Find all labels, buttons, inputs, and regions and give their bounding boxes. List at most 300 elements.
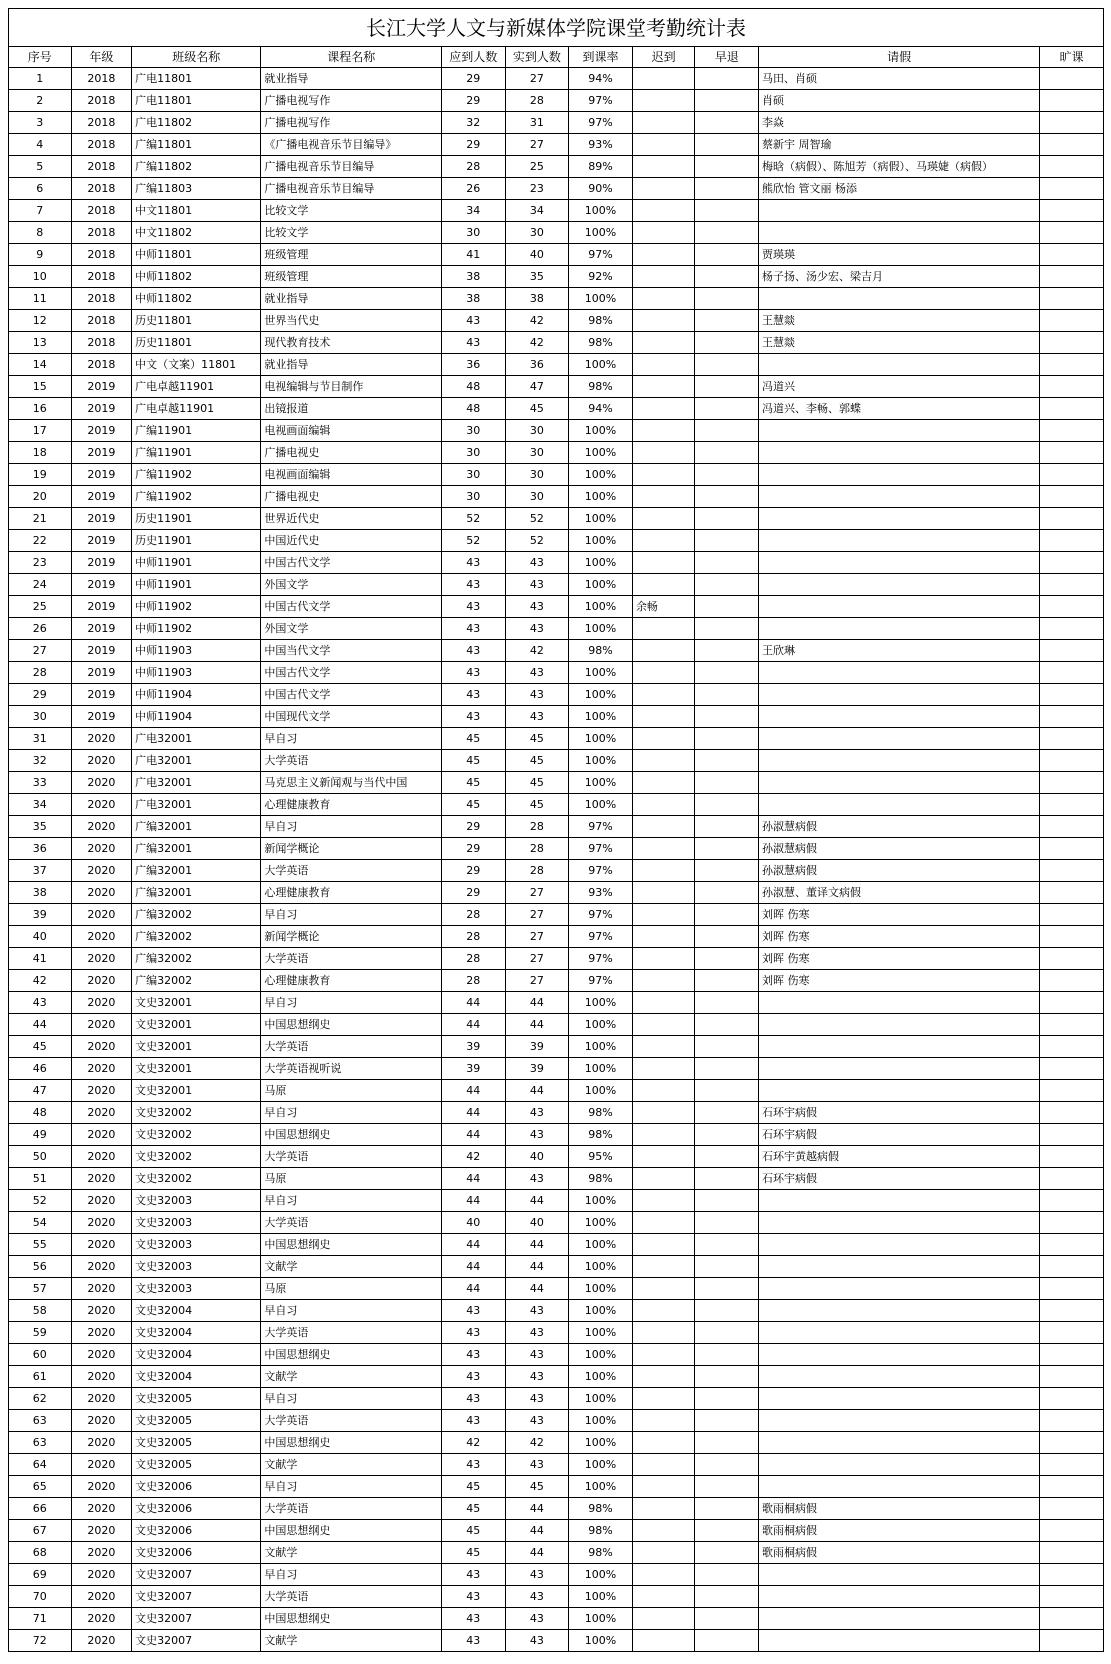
table-row [9, 1520, 1104, 1542]
cell-actual-count: 27 [505, 904, 569, 926]
cell-grade: 2020 [71, 926, 132, 948]
cell-expected-count: 43 [442, 596, 506, 618]
cell-grade: 2020 [71, 1168, 132, 1190]
cell-early-leave [695, 640, 759, 662]
cell-expected-count: 29 [442, 816, 506, 838]
cell-course-name: 心理健康教育 [261, 882, 442, 904]
cell-absent [1040, 1608, 1104, 1630]
cell-grade: 2020 [71, 1542, 132, 1564]
table-row [9, 1146, 1104, 1168]
cell-index: 61 [9, 1366, 72, 1388]
cell-leave [759, 1366, 1040, 1388]
cell-actual-count: 44 [505, 1080, 569, 1102]
header-grade: 年级 [71, 47, 132, 68]
cell-leave [759, 706, 1040, 728]
cell-absent [1040, 860, 1104, 882]
cell-late [632, 838, 695, 860]
cell-actual-count: 43 [505, 574, 569, 596]
cell-index: 22 [9, 530, 72, 552]
cell-expected-count: 45 [442, 728, 506, 750]
cell-course-name: 中国思想纲史 [261, 1432, 442, 1454]
cell-late [632, 222, 695, 244]
cell-absent [1040, 1366, 1104, 1388]
cell-leave [759, 662, 1040, 684]
cell-early-leave [695, 816, 759, 838]
table-row [9, 464, 1104, 486]
cell-actual-count: 42 [505, 332, 569, 354]
table-row [9, 68, 1104, 90]
cell-absent [1040, 376, 1104, 398]
cell-class-name: 中师11902 [132, 596, 261, 618]
table-row [9, 1080, 1104, 1102]
cell-index: 19 [9, 464, 72, 486]
cell-index: 63 [9, 1410, 72, 1432]
cell-class-name: 广电卓越11901 [132, 376, 261, 398]
cell-class-name: 广编32002 [132, 926, 261, 948]
cell-expected-count: 30 [442, 420, 506, 442]
cell-class-name: 广编32001 [132, 860, 261, 882]
cell-late [632, 1256, 695, 1278]
cell-course-name: 大学英语 [261, 1036, 442, 1058]
cell-early-leave [695, 1168, 759, 1190]
cell-late [632, 112, 695, 134]
cell-grade: 2018 [71, 310, 132, 332]
cell-grade: 2020 [71, 948, 132, 970]
cell-course-name: 中国古代文学 [261, 596, 442, 618]
cell-class-name: 广编32002 [132, 948, 261, 970]
cell-actual-count: 43 [505, 618, 569, 640]
cell-attendance-rate: 100% [569, 1322, 633, 1344]
cell-actual-count: 42 [505, 310, 569, 332]
cell-leave: 刘晖 伤寒 [759, 904, 1040, 926]
cell-leave: 石环宇病假 [759, 1124, 1040, 1146]
cell-absent [1040, 244, 1104, 266]
cell-actual-count: 23 [505, 178, 569, 200]
cell-course-name: 就业指导 [261, 354, 442, 376]
cell-class-name: 文史32003 [132, 1190, 261, 1212]
cell-absent [1040, 1102, 1104, 1124]
cell-course-name: 大学英语 [261, 948, 442, 970]
cell-actual-count: 43 [505, 1322, 569, 1344]
cell-early-leave [695, 970, 759, 992]
cell-attendance-rate: 100% [569, 1080, 633, 1102]
cell-actual-count: 44 [505, 1278, 569, 1300]
table-row [9, 1388, 1104, 1410]
cell-index: 12 [9, 310, 72, 332]
table-row [9, 684, 1104, 706]
cell-expected-count: 28 [442, 156, 506, 178]
cell-attendance-rate: 100% [569, 354, 633, 376]
cell-course-name: 中国思想纲史 [261, 1520, 442, 1542]
cell-class-name: 文史32001 [132, 992, 261, 1014]
cell-attendance-rate: 100% [569, 684, 633, 706]
table-row [9, 926, 1104, 948]
table-row [9, 1432, 1104, 1454]
table-row [9, 860, 1104, 882]
cell-grade: 2020 [71, 816, 132, 838]
cell-attendance-rate: 97% [569, 904, 633, 926]
cell-early-leave [695, 860, 759, 882]
cell-early-leave [695, 1630, 759, 1652]
cell-expected-count: 28 [442, 926, 506, 948]
cell-actual-count: 35 [505, 266, 569, 288]
cell-actual-count: 43 [505, 1102, 569, 1124]
cell-absent [1040, 552, 1104, 574]
cell-absent [1040, 222, 1104, 244]
cell-early-leave [695, 882, 759, 904]
cell-grade: 2019 [71, 706, 132, 728]
cell-absent [1040, 948, 1104, 970]
cell-course-name: 世界当代史 [261, 310, 442, 332]
cell-actual-count: 43 [505, 1410, 569, 1432]
cell-course-name: 广播电视史 [261, 486, 442, 508]
cell-grade: 2019 [71, 442, 132, 464]
cell-actual-count: 45 [505, 794, 569, 816]
cell-grade: 2018 [71, 68, 132, 90]
cell-absent [1040, 112, 1104, 134]
cell-expected-count: 43 [442, 310, 506, 332]
cell-absent [1040, 134, 1104, 156]
cell-actual-count: 40 [505, 1212, 569, 1234]
cell-actual-count: 52 [505, 508, 569, 530]
cell-course-name: 早自习 [261, 992, 442, 1014]
table-row [9, 948, 1104, 970]
cell-expected-count: 41 [442, 244, 506, 266]
cell-class-name: 历史11901 [132, 508, 261, 530]
cell-expected-count: 45 [442, 1542, 506, 1564]
cell-expected-count: 48 [442, 376, 506, 398]
cell-index: 36 [9, 838, 72, 860]
cell-late [632, 1036, 695, 1058]
cell-grade: 2019 [71, 552, 132, 574]
cell-leave [759, 486, 1040, 508]
cell-attendance-rate: 100% [569, 1190, 633, 1212]
cell-expected-count: 28 [442, 948, 506, 970]
cell-early-leave [695, 1608, 759, 1630]
table-row [9, 882, 1104, 904]
table-row [9, 596, 1104, 618]
cell-actual-count: 43 [505, 596, 569, 618]
cell-leave [759, 1300, 1040, 1322]
cell-actual-count: 44 [505, 1256, 569, 1278]
cell-course-name: 中国思想纲史 [261, 1344, 442, 1366]
cell-late [632, 948, 695, 970]
cell-early-leave [695, 1366, 759, 1388]
cell-leave [759, 794, 1040, 816]
cell-course-name: 大学英语 [261, 1212, 442, 1234]
cell-actual-count: 43 [505, 1124, 569, 1146]
cell-expected-count: 45 [442, 794, 506, 816]
cell-leave [759, 1322, 1040, 1344]
cell-late [632, 1344, 695, 1366]
cell-grade: 2020 [71, 1366, 132, 1388]
cell-late [632, 398, 695, 420]
cell-grade: 2019 [71, 486, 132, 508]
cell-actual-count: 42 [505, 640, 569, 662]
cell-index: 4 [9, 134, 72, 156]
cell-course-name: 大学英语 [261, 1322, 442, 1344]
cell-actual-count: 25 [505, 156, 569, 178]
cell-course-name: 大学英语 [261, 1146, 442, 1168]
cell-late [632, 90, 695, 112]
table-row [9, 222, 1104, 244]
header-expected-count: 应到人数 [442, 47, 506, 68]
cell-expected-count: 40 [442, 1212, 506, 1234]
cell-attendance-rate: 98% [569, 1168, 633, 1190]
cell-grade: 2020 [71, 1520, 132, 1542]
cell-expected-count: 44 [442, 992, 506, 1014]
cell-absent [1040, 156, 1104, 178]
cell-leave: 石环宇病假 [759, 1102, 1040, 1124]
cell-attendance-rate: 100% [569, 1256, 633, 1278]
cell-expected-count: 29 [442, 860, 506, 882]
cell-index: 54 [9, 1212, 72, 1234]
cell-attendance-rate: 100% [569, 772, 633, 794]
cell-late [632, 684, 695, 706]
cell-course-name: 早自习 [261, 904, 442, 926]
cell-class-name: 文史32003 [132, 1212, 261, 1234]
table-row [9, 1102, 1104, 1124]
cell-late [632, 178, 695, 200]
cell-late [632, 772, 695, 794]
cell-grade: 2018 [71, 200, 132, 222]
cell-early-leave [695, 134, 759, 156]
cell-absent [1040, 1520, 1104, 1542]
cell-early-leave [695, 288, 759, 310]
cell-grade: 2019 [71, 530, 132, 552]
cell-absent [1040, 1388, 1104, 1410]
cell-absent [1040, 970, 1104, 992]
cell-expected-count: 43 [442, 1586, 506, 1608]
table-row [9, 1212, 1104, 1234]
cell-attendance-rate: 100% [569, 1388, 633, 1410]
cell-course-name: 中国现代文学 [261, 706, 442, 728]
cell-attendance-rate: 100% [569, 574, 633, 596]
header-row [9, 47, 1104, 68]
table-row [9, 156, 1104, 178]
cell-early-leave [695, 1014, 759, 1036]
table-row [9, 904, 1104, 926]
cell-attendance-rate: 97% [569, 816, 633, 838]
cell-attendance-rate: 100% [569, 1234, 633, 1256]
table-row [9, 354, 1104, 376]
table-row [9, 1608, 1104, 1630]
cell-course-name: 广播电视史 [261, 442, 442, 464]
cell-leave: 王欣琳 [759, 640, 1040, 662]
table-row [9, 1036, 1104, 1058]
cell-index: 51 [9, 1168, 72, 1190]
cell-grade: 2019 [71, 376, 132, 398]
cell-early-leave [695, 1278, 759, 1300]
cell-early-leave [695, 1190, 759, 1212]
cell-early-leave [695, 1124, 759, 1146]
table-row [9, 1366, 1104, 1388]
cell-actual-count: 43 [505, 684, 569, 706]
cell-grade: 2020 [71, 1146, 132, 1168]
cell-early-leave [695, 332, 759, 354]
cell-actual-count: 27 [505, 134, 569, 156]
cell-class-name: 广编11802 [132, 156, 261, 178]
cell-actual-count: 40 [505, 244, 569, 266]
cell-class-name: 广编32001 [132, 838, 261, 860]
cell-early-leave [695, 178, 759, 200]
cell-absent [1040, 398, 1104, 420]
cell-attendance-rate: 100% [569, 1432, 633, 1454]
cell-actual-count: 43 [505, 1168, 569, 1190]
cell-course-name: 中国思想纲史 [261, 1234, 442, 1256]
cell-attendance-rate: 100% [569, 420, 633, 442]
cell-absent [1040, 1256, 1104, 1278]
cell-absent [1040, 640, 1104, 662]
cell-attendance-rate: 97% [569, 926, 633, 948]
cell-expected-count: 43 [442, 1388, 506, 1410]
cell-attendance-rate: 97% [569, 112, 633, 134]
cell-early-leave [695, 1146, 759, 1168]
cell-grade: 2019 [71, 464, 132, 486]
cell-actual-count: 47 [505, 376, 569, 398]
table-row [9, 772, 1104, 794]
cell-early-leave [695, 552, 759, 574]
cell-grade: 2020 [71, 772, 132, 794]
cell-late [632, 508, 695, 530]
cell-absent [1040, 596, 1104, 618]
header-actual-count: 实到人数 [505, 47, 569, 68]
cell-course-name: 文献学 [261, 1454, 442, 1476]
cell-class-name: 广编11902 [132, 486, 261, 508]
cell-index: 50 [9, 1146, 72, 1168]
cell-expected-count: 43 [442, 640, 506, 662]
cell-late [632, 1234, 695, 1256]
cell-index: 18 [9, 442, 72, 464]
cell-expected-count: 30 [442, 222, 506, 244]
cell-early-leave [695, 508, 759, 530]
cell-late [632, 1564, 695, 1586]
cell-expected-count: 43 [442, 662, 506, 684]
cell-index: 15 [9, 376, 72, 398]
cell-late [632, 156, 695, 178]
cell-course-name: 早自习 [261, 1300, 442, 1322]
cell-index: 45 [9, 1036, 72, 1058]
cell-actual-count: 44 [505, 1014, 569, 1036]
cell-class-name: 广编32001 [132, 816, 261, 838]
cell-absent [1040, 1454, 1104, 1476]
cell-leave [759, 1410, 1040, 1432]
cell-index: 68 [9, 1542, 72, 1564]
cell-expected-count: 43 [442, 1608, 506, 1630]
cell-absent [1040, 1564, 1104, 1586]
cell-index: 38 [9, 882, 72, 904]
header-index: 序号 [9, 47, 72, 68]
cell-late [632, 1080, 695, 1102]
cell-actual-count: 44 [505, 1190, 569, 1212]
table-row [9, 1058, 1104, 1080]
cell-actual-count: 43 [505, 1344, 569, 1366]
cell-expected-count: 43 [442, 552, 506, 574]
cell-early-leave [695, 926, 759, 948]
cell-expected-count: 29 [442, 134, 506, 156]
cell-early-leave [695, 530, 759, 552]
cell-expected-count: 43 [442, 618, 506, 640]
cell-early-leave [695, 1410, 759, 1432]
cell-class-name: 广编32001 [132, 882, 261, 904]
cell-attendance-rate: 100% [569, 1608, 633, 1630]
cell-course-name: 早自习 [261, 728, 442, 750]
cell-early-leave [695, 706, 759, 728]
cell-late [632, 486, 695, 508]
cell-leave [759, 1344, 1040, 1366]
cell-expected-count: 43 [442, 706, 506, 728]
cell-grade: 2020 [71, 1080, 132, 1102]
cell-expected-count: 45 [442, 1476, 506, 1498]
cell-late [632, 244, 695, 266]
cell-grade: 2019 [71, 508, 132, 530]
cell-actual-count: 39 [505, 1036, 569, 1058]
cell-expected-count: 45 [442, 1498, 506, 1520]
cell-attendance-rate: 100% [569, 200, 633, 222]
cell-class-name: 广编11801 [132, 134, 261, 156]
cell-course-name: 早自习 [261, 816, 442, 838]
cell-absent [1040, 1498, 1104, 1520]
cell-leave: 刘晖 伤寒 [759, 926, 1040, 948]
table-row [9, 376, 1104, 398]
cell-index: 21 [9, 508, 72, 530]
cell-early-leave [695, 1322, 759, 1344]
cell-grade: 2018 [71, 134, 132, 156]
cell-absent [1040, 68, 1104, 90]
cell-leave: 刘晖 伤寒 [759, 970, 1040, 992]
cell-late [632, 574, 695, 596]
cell-index: 66 [9, 1498, 72, 1520]
cell-late [632, 552, 695, 574]
cell-late [632, 1190, 695, 1212]
cell-grade: 2020 [71, 970, 132, 992]
cell-early-leave [695, 244, 759, 266]
cell-actual-count: 43 [505, 1630, 569, 1652]
cell-absent [1040, 1630, 1104, 1652]
cell-leave [759, 1256, 1040, 1278]
table-row [9, 1300, 1104, 1322]
cell-index: 40 [9, 926, 72, 948]
cell-late [632, 1630, 695, 1652]
cell-leave: 石环宇病假 [759, 1168, 1040, 1190]
cell-class-name: 文史32003 [132, 1278, 261, 1300]
cell-early-leave [695, 1520, 759, 1542]
table-row [9, 706, 1104, 728]
table-row [9, 244, 1104, 266]
cell-absent [1040, 1410, 1104, 1432]
cell-index: 13 [9, 332, 72, 354]
cell-attendance-rate: 94% [569, 398, 633, 420]
cell-late [632, 1212, 695, 1234]
header-attendance-rate: 到课率 [569, 47, 633, 68]
cell-attendance-rate: 100% [569, 222, 633, 244]
cell-expected-count: 28 [442, 904, 506, 926]
cell-attendance-rate: 100% [569, 1058, 633, 1080]
cell-actual-count: 28 [505, 860, 569, 882]
cell-class-name: 文史32006 [132, 1542, 261, 1564]
cell-leave [759, 596, 1040, 618]
cell-class-name: 历史11801 [132, 310, 261, 332]
cell-actual-count: 43 [505, 706, 569, 728]
cell-attendance-rate: 93% [569, 134, 633, 156]
cell-attendance-rate: 100% [569, 1410, 633, 1432]
cell-index: 23 [9, 552, 72, 574]
cell-late: 余畅 [632, 596, 695, 618]
cell-course-name: 心理健康教育 [261, 794, 442, 816]
cell-course-name: 《广播电视音乐节目编导》 [261, 134, 442, 156]
cell-leave: 石环宇黄越病假 [759, 1146, 1040, 1168]
cell-leave [759, 1476, 1040, 1498]
